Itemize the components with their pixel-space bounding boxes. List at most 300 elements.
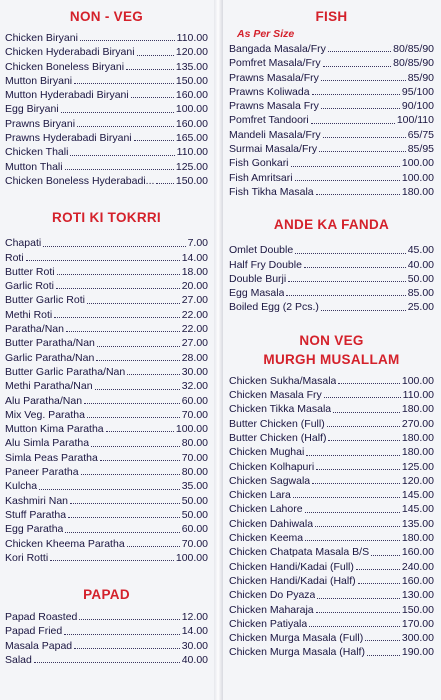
menu-item-price: 70.00: [181, 451, 208, 464]
menu-item-price: 40.00: [181, 653, 208, 666]
menu-item-name: Chicken Lara: [229, 489, 291, 502]
fish-list: [229, 42, 434, 199]
menu-item-price: 240.00: [401, 560, 434, 573]
menu-item-name: Chicken Handi/Kadai (Half): [229, 574, 356, 587]
papad-list: [5, 610, 208, 667]
menu-item-price: 145.00: [401, 489, 434, 502]
menu-item-name: Kulcha: [5, 480, 38, 493]
menu-item-price: 80.00: [181, 466, 208, 479]
menu-item-name: Methi Paratha/Nan: [5, 380, 93, 393]
menu-item-name: Prawns Koliwada: [229, 85, 310, 98]
menu-item-row: [5, 308, 208, 322]
dot-leader: [126, 69, 174, 70]
menu-item-row: [229, 645, 434, 659]
fish-subtitle: As Per Size: [237, 28, 295, 40]
menu-item-price: 60.00: [181, 523, 208, 536]
menu-item-row: [5, 174, 208, 188]
menu-item-row: [5, 551, 208, 565]
dot-leader: [365, 640, 400, 641]
dot-leader: [288, 281, 406, 282]
menu-item-row: [229, 272, 434, 286]
menu-item-price: 22.00: [181, 323, 208, 336]
menu-item-price: 40.00: [407, 258, 434, 271]
menu-item-name: Omlet Double: [229, 244, 294, 257]
menu-item-row: [229, 156, 434, 170]
menu-item-price: 7.00: [187, 237, 208, 250]
menu-item-name: Chapati: [5, 237, 42, 250]
menu-item-name: Alu Simla Paratha: [5, 437, 90, 450]
dot-leader: [315, 526, 400, 527]
menu-item-row: [229, 531, 434, 545]
menu-item-row: [5, 639, 208, 653]
menu-item-name: Chicken Maharaja: [229, 603, 314, 616]
menu-item-name: Double Burji: [229, 272, 287, 285]
section-title-fish: FISH: [315, 9, 348, 24]
murgh-section: [229, 333, 434, 660]
dot-leader: [64, 634, 180, 635]
menu-item-name: Chicken Boneless Hyderabadi...: [5, 174, 155, 187]
menu-item-row: [229, 588, 434, 602]
menu-item-row: [229, 128, 434, 142]
menu-item-name: Butter Garlic Roti: [5, 294, 85, 307]
dot-leader: [371, 555, 400, 556]
menu-item-price: 14.00: [181, 251, 208, 264]
dot-leader: [87, 417, 180, 418]
menu-item-row: [5, 508, 208, 522]
menu-item-row: [5, 379, 208, 393]
menu-item-name: Egg Biryani: [5, 103, 59, 116]
menu-item-row: [5, 365, 208, 379]
menu-item-row: [5, 131, 208, 145]
menu-item-row: [229, 171, 434, 185]
section-title-papad: PAPAD: [83, 587, 130, 603]
murgh-list: [229, 374, 434, 660]
menu-item-row: [5, 394, 208, 408]
menu-item-row: [229, 300, 434, 314]
menu-item-name: Roti: [5, 251, 24, 264]
menu-item-price: 30.00: [181, 639, 208, 652]
menu-item-row: [229, 560, 434, 574]
menu-item-price: 50.00: [181, 494, 208, 507]
menu-item-name: Boiled Egg (2 Pcs.): [229, 301, 319, 314]
dot-leader: [87, 303, 180, 304]
dot-leader: [127, 546, 180, 547]
menu-item-name: Chicken Thali: [5, 146, 69, 159]
menu-item-row: [229, 56, 434, 70]
menu-item-price: 100.00: [401, 157, 434, 170]
dot-leader: [328, 440, 399, 441]
menu-item-name: Stuff Paratha: [5, 508, 67, 521]
menu-item-name: Chicken Boneless Biryani: [5, 60, 125, 73]
menu-item-price: 14.00: [181, 625, 208, 638]
menu-item-name: Pomfret Tandoori: [229, 114, 309, 127]
dot-leader: [65, 169, 174, 170]
roti-list: [5, 236, 208, 565]
menu-item-price: 150.00: [175, 74, 208, 87]
menu-item-row: [5, 60, 208, 74]
menu-item-row: [5, 322, 208, 336]
dot-leader: [358, 583, 400, 584]
menu-item-name: Egg Masala: [229, 287, 285, 300]
menu-item-price: 170.00: [401, 617, 434, 630]
menu-item-name: Prawns Hyderabadi Biryani: [5, 132, 132, 145]
dot-leader: [57, 274, 180, 275]
menu-item-row: [229, 617, 434, 631]
menu-item-price: 95/100: [401, 85, 434, 98]
menu-item-name: Chicken Kheema Paratha: [5, 537, 125, 550]
menu-item-name: Butter Chicken (Full): [229, 417, 325, 430]
menu-item-price: 160.00: [175, 117, 208, 130]
menu-item-name: Pomfret Masala/Fry: [229, 57, 321, 70]
menu-item-name: Surmai Masala/Fry: [229, 143, 318, 156]
dot-leader: [131, 97, 174, 98]
menu-item-name: Mix Veg. Paratha: [5, 408, 85, 421]
menu-item-name: Half Fry Double: [229, 258, 302, 271]
menu-item-row: [5, 279, 208, 293]
menu-item-row: [229, 71, 434, 85]
dot-leader: [317, 598, 400, 599]
dot-leader: [291, 166, 400, 167]
menu-item-price: 160.00: [401, 546, 434, 559]
dot-leader: [66, 331, 180, 332]
dot-leader: [26, 260, 180, 261]
section-title-ande: ANDE KA FANDA: [273, 217, 390, 233]
menu-item-price: 45.00: [407, 244, 434, 257]
menu-item-row: [5, 351, 208, 365]
menu-item-price: 130.00: [401, 589, 434, 602]
menu-item-name: Chicken Sukha/Masala: [229, 374, 337, 387]
menu-item-row: [5, 522, 208, 536]
dot-leader: [306, 455, 400, 456]
menu-item-name: Methi Roti: [5, 308, 53, 321]
menu-item-price: 110.00: [176, 146, 208, 159]
menu-item-price: 190.00: [401, 646, 434, 659]
menu-item-row: [5, 236, 208, 250]
dot-leader: [97, 346, 180, 347]
dot-leader: [43, 246, 185, 247]
dot-leader: [81, 474, 180, 475]
menu-item-price: 135.00: [175, 60, 208, 73]
menu-item-name: Chicken Biryani: [5, 32, 78, 44]
ande-section: [229, 217, 434, 314]
menu-item-name: Papad Fried: [5, 625, 63, 638]
menu-item-price: 120.00: [401, 474, 434, 487]
menu-item-price: 27.00: [181, 294, 208, 307]
menu-item-name: Kori Rotti: [5, 551, 49, 564]
menu-item-row: [229, 185, 434, 199]
menu-item-row: [5, 653, 208, 667]
menu-item-price: 85.00: [407, 287, 434, 300]
dot-leader: [134, 140, 174, 141]
menu-item-price: 28.00: [181, 351, 208, 364]
menu-item-row: [5, 251, 208, 265]
menu-item-name: Prawns Masala/Fry: [229, 71, 319, 84]
menu-item-name: Chicken Murga Masala (Full): [229, 632, 364, 645]
dot-leader: [295, 180, 400, 181]
dot-leader: [84, 403, 180, 404]
menu-item-row: [229, 388, 434, 402]
menu-left-column: [0, 0, 214, 667]
section-title-murgh-line2: MURGH MUSALLAM: [263, 351, 400, 367]
dot-leader: [328, 51, 391, 52]
menu-item-row: [5, 45, 208, 59]
dot-leader: [156, 183, 173, 184]
menu-item-price: 160.00: [175, 89, 208, 102]
menu-item-price: 125.00: [175, 160, 208, 173]
menu-item-price: 100.00: [175, 103, 208, 116]
menu-item-name: Chicken Mughai: [229, 446, 305, 459]
menu-item-row: [229, 85, 434, 99]
menu-item-name: Mutton Biryani: [5, 74, 73, 87]
menu-item-price: 180.00: [401, 532, 434, 545]
menu-item-price: 100/110: [396, 114, 434, 127]
dot-leader: [327, 426, 400, 427]
dot-leader: [96, 360, 179, 361]
menu-item-price: 100.00: [175, 423, 208, 436]
section-title-murgh-line1: NON VEG: [299, 332, 364, 348]
menu-item-price: 18.00: [181, 265, 208, 278]
menu-item-price: 60.00: [181, 394, 208, 407]
menu-item-row: [229, 243, 434, 257]
menu-item-name: Garlic Roti: [5, 280, 55, 293]
menu-item-name: Kashmiri Nan: [5, 494, 69, 507]
dot-leader: [80, 40, 175, 41]
dot-leader: [311, 123, 395, 124]
menu-item-price: 100.00: [175, 551, 208, 564]
dot-leader: [304, 267, 406, 268]
menu-item-name: Simla Peas Paratha: [5, 451, 98, 464]
dot-leader: [127, 374, 179, 375]
menu-item-row: [229, 502, 434, 516]
menu-item-name: Chicken Keema: [229, 532, 304, 545]
menu-item-row: [5, 102, 208, 116]
dot-leader: [316, 469, 400, 470]
menu-item-row: [5, 336, 208, 350]
dot-leader: [316, 612, 400, 613]
menu-item-price: 90/100: [401, 100, 434, 113]
menu-item-name: Paneer Paratha: [5, 466, 79, 479]
dot-leader: [56, 288, 180, 289]
menu-item-price: 120.00: [175, 46, 208, 59]
dot-leader: [324, 397, 401, 398]
menu-fold-divider: [214, 0, 223, 700]
nonveg-list: [5, 31, 208, 188]
menu-item-price: 145.00: [401, 503, 434, 516]
menu-item-name: Chicken Masala Fry: [229, 389, 322, 402]
menu-item-name: Papad Roasted: [5, 611, 78, 624]
menu-item-row: [229, 445, 434, 459]
menu-item-row: [5, 265, 208, 279]
dot-leader: [70, 155, 174, 156]
menu-item-row: [5, 624, 208, 638]
menu-item-row: [229, 113, 434, 127]
dot-leader: [333, 412, 400, 413]
dot-leader: [305, 540, 400, 541]
menu-item-name: Chicken Murga Masala (Half): [229, 646, 365, 659]
dot-leader: [293, 497, 400, 498]
menu-item-name: Fish Amritsari: [229, 171, 293, 184]
menu-item-name: Chicken Chatpata Masala B/S: [229, 546, 370, 559]
section-title-nonveg: NON - VEG: [69, 9, 144, 24]
menu-item-row: [5, 537, 208, 551]
menu-item-row: [5, 31, 208, 45]
menu-item-price: 110.00: [176, 32, 208, 44]
menu-item-row: [5, 479, 208, 493]
menu-item-price: 135.00: [401, 517, 434, 530]
menu-item-row: [229, 574, 434, 588]
menu-item-row: [5, 610, 208, 624]
menu-item-price: 27.00: [181, 337, 208, 350]
menu-item-price: 85/95: [407, 143, 434, 156]
menu-item-name: Prawns Biryani: [5, 117, 76, 130]
menu-item-name: Mutton Kima Paratha: [5, 423, 104, 436]
menu-item-row: [5, 494, 208, 508]
roti-section: [5, 210, 208, 565]
menu-item-name: Butter Garlic Paratha/Nan: [5, 365, 126, 378]
dot-leader: [34, 662, 180, 663]
menu-item-price: 110.00: [402, 389, 434, 402]
dot-leader: [50, 560, 174, 561]
menu-item-name: Fish Gonkari: [229, 157, 289, 170]
menu-item-name: Paratha/Nan: [5, 323, 64, 336]
menu-item-row: [5, 451, 208, 465]
menu-item-row: [5, 117, 208, 131]
menu-item-price: 35.00: [181, 480, 208, 493]
menu-item-price: 50.00: [181, 508, 208, 521]
dot-leader: [74, 648, 180, 649]
menu-item-name: Mutton Thali: [5, 160, 63, 173]
dot-leader: [74, 83, 174, 84]
menu-item-price: 70.00: [181, 537, 208, 550]
menu-item-name: Chicken Tikka Masala: [229, 403, 332, 416]
menu-item-name: Salad: [5, 653, 32, 666]
menu-item-row: [229, 517, 434, 531]
menu-item-price: 32.00: [181, 380, 208, 393]
menu-item-name: Prawns Masala Fry: [229, 100, 319, 113]
menu-item-name: Chicken Kolhapuri: [229, 460, 315, 473]
menu-item-row: [229, 417, 434, 431]
menu-item-price: 100.00: [401, 171, 434, 184]
menu-item-row: [5, 145, 208, 159]
dot-leader: [91, 446, 180, 447]
menu-item-price: 70.00: [181, 408, 208, 421]
menu-item-row: [5, 408, 208, 422]
menu-item-row: [229, 142, 434, 156]
menu-item-price: 100.00: [401, 374, 434, 387]
menu-item-name: Alu Paratha/Nan: [5, 394, 83, 407]
menu-item-price: 165.00: [175, 132, 208, 145]
dot-leader: [65, 532, 179, 533]
dot-leader: [312, 483, 400, 484]
menu-item-price: 150.00: [175, 174, 208, 187]
dot-leader: [312, 94, 400, 95]
dot-leader: [319, 151, 406, 152]
menu-item-price: 150.00: [401, 603, 434, 616]
menu-item-price: 22.00: [181, 308, 208, 321]
menu-item-row: [229, 488, 434, 502]
menu-item-row: [229, 631, 434, 645]
menu-item-name: Butter Chicken (Half): [229, 431, 327, 444]
dot-leader: [106, 431, 174, 432]
menu-item-name: Chicken Dahiwala: [229, 517, 314, 530]
menu-item-price: 85/90: [407, 71, 434, 84]
dot-leader: [286, 295, 405, 296]
papad-section: [5, 587, 208, 667]
dot-leader: [321, 108, 400, 109]
dot-leader: [367, 655, 400, 656]
menu-item-name: Chicken Lahore: [229, 503, 303, 516]
menu-item-row: [229, 42, 434, 56]
dot-leader: [309, 626, 400, 627]
menu-item-row: [229, 258, 434, 272]
menu-item-row: [229, 374, 434, 388]
dot-leader: [79, 619, 179, 620]
menu-item-price: 300.00: [401, 632, 434, 645]
section-title-roti: ROTI KI TOKRRI: [52, 210, 161, 226]
menu-item-price: 180.00: [401, 185, 434, 198]
menu-item-price: 80/85/90: [393, 43, 434, 55]
dot-leader: [323, 66, 392, 67]
menu-item-row: [5, 465, 208, 479]
menu-item-row: [229, 474, 434, 488]
menu-item-name: Bangada Masala/Fry: [229, 43, 326, 55]
menu-item-row: [229, 402, 434, 416]
menu-item-price: 20.00: [181, 280, 208, 293]
menu-item-row: [229, 99, 434, 113]
menu-item-price: 25.00: [407, 301, 434, 314]
menu-item-price: 270.00: [401, 417, 434, 430]
menu-item-row: [229, 460, 434, 474]
dot-leader: [338, 383, 399, 384]
menu-item-name: Garlic Paratha/Nan: [5, 351, 95, 364]
dot-leader: [70, 503, 180, 504]
menu-item-name: Egg Paratha: [5, 523, 64, 536]
menu-item-row: [229, 286, 434, 300]
menu-item-name: Fish Tikha Masala: [229, 185, 314, 198]
dot-leader: [305, 512, 400, 513]
ande-list: [229, 243, 434, 314]
menu-item-name: Mandeli Masala/Fry: [229, 128, 321, 141]
dot-leader: [321, 310, 406, 311]
dot-leader: [295, 253, 406, 254]
menu-item-row: [5, 160, 208, 174]
menu-item-name: Chicken Sagwala: [229, 474, 311, 487]
menu-item-name: Chicken Patiyala: [229, 617, 308, 630]
dot-leader: [323, 137, 406, 138]
menu-item-row: [5, 436, 208, 450]
menu-item-name: Butter Paratha/Nan: [5, 337, 95, 350]
menu-item-price: 80.00: [181, 437, 208, 450]
menu-item-row: [5, 88, 208, 102]
dot-leader: [137, 55, 174, 56]
menu-item-row: [229, 431, 434, 445]
nonveg-section: [5, 9, 208, 188]
menu-item-name: Butter Roti: [5, 265, 55, 278]
menu-item-price: 125.00: [401, 460, 434, 473]
menu-item-price: 180.00: [401, 446, 434, 459]
menu-item-price: 12.00: [181, 611, 208, 624]
dot-leader: [68, 517, 180, 518]
menu-item-row: [5, 422, 208, 436]
menu-item-row: [229, 545, 434, 559]
menu-item-price: 30.00: [181, 365, 208, 378]
menu-item-price: 80/85/90: [393, 57, 434, 70]
dot-leader: [100, 460, 180, 461]
dot-leader: [356, 569, 400, 570]
menu-item-price: 180.00: [401, 431, 434, 444]
menu-item-row: [229, 603, 434, 617]
dot-leader: [61, 112, 174, 113]
